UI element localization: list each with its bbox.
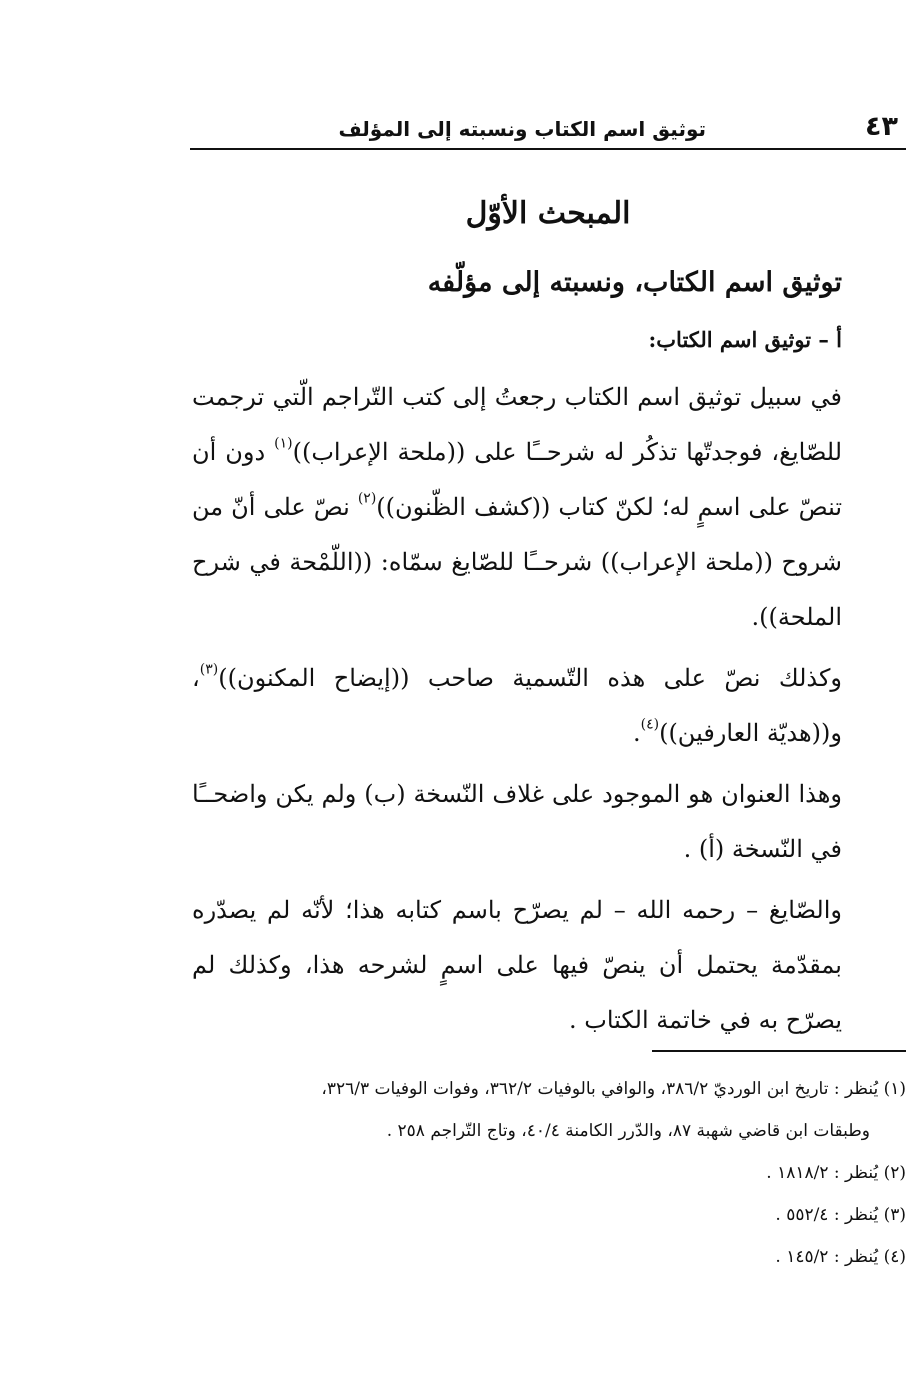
footnote-text: (٢) يُنظر : ١٨١٨/٢ .: [766, 1163, 906, 1183]
footnote-ref: (٤): [640, 716, 660, 733]
footnote-rule: [652, 1050, 906, 1052]
body-text: [192, 370, 842, 1054]
footnote-ref: (٢): [357, 490, 377, 507]
header-rule: [190, 148, 906, 150]
paragraph-text: وكذلك نصّ على هذه التّسمية صاحب ((إيضاح المكنون)): [218, 664, 842, 692]
paragraph-text: ، و((هديّة العارفين)): [192, 664, 842, 747]
footnote-1: [192, 1068, 906, 1152]
paragraph-1: [192, 370, 842, 645]
section-title: المبحث الأوّل: [465, 196, 631, 231]
paragraph-text: .: [632, 719, 641, 747]
footnote-3: [192, 1194, 906, 1236]
paragraph-text: دون أن تنصّ على اسمٍ له؛ لكنّ كتاب ((كشف الظّنون)): [192, 438, 843, 521]
paragraph-text: في سبيل توثيق اسم الكتاب رجعتُ إلى كتب التّراجم الّتي ترجمت للصّايغ، فوجدتّها تذكُر له شرحــًا على ((ملحة الإعراب)): [192, 383, 843, 466]
footnote-text: (٤) يُنظر : ١٤٥/٢ .: [775, 1247, 906, 1267]
footnote-text-continued: وطبقات ابن قاضي شهبة ٨٧، والدّرر الكامنة ٤٠/٤، وتاج التّراجم ٢٥٨ .: [386, 1121, 870, 1141]
running-title: توثيق اسم الكتاب ونسبته إلى المؤلف: [338, 117, 706, 141]
footnote-text: (١) يُنظر : تاريخ ابن الورديّ ٣٨٦/٢، والوافي بالوفيات ٣٦٢/٢، وفوات الوفيات ٣٢٦/٣،: [321, 1079, 906, 1099]
paragraph-text: نصّ على أنّ من شروح ((ملحة الإعراب)) شرحــًا للصّايغ سمّاه: ((اللّمْحة في شرح الملحة)).: [192, 493, 842, 631]
footnote-4: [192, 1236, 906, 1278]
paragraph-text: والصّايغ – رحمه الله – لم يصرّح باسم كتابه هذا؛ لأنّه لم يصدّره بمقدّمة يحتمل أن ينصّ فيها على اسمٍ لشرحه هذا، وكذلك لم يصرّح به في خاتمة الكتاب .: [192, 896, 842, 1034]
footnote-text: (٣) يُنظر : ٥٥٢/٤ .: [775, 1205, 906, 1225]
paragraph-text: وهذا العنوان هو الموجود على غلاف النّسخة (ب) ولم يكن واضحــًا في النّسخة (أ) .: [192, 780, 842, 863]
footnote-2: [192, 1152, 906, 1194]
footnotes: [192, 1068, 906, 1278]
paragraph-2: [192, 651, 842, 761]
paragraph-3: [192, 767, 842, 877]
page-number: ٤٣: [865, 111, 898, 142]
running-header: [190, 110, 906, 146]
sub-heading: أ – توثيق اسم الكتاب:: [648, 327, 842, 352]
footnote-ref: (٣): [199, 661, 219, 678]
footnote-ref: (١): [274, 435, 293, 452]
paragraph-4: [192, 883, 842, 1048]
chapter-title: توثيق اسم الكتاب، ونسبته إلى مؤلّفه: [427, 267, 842, 298]
